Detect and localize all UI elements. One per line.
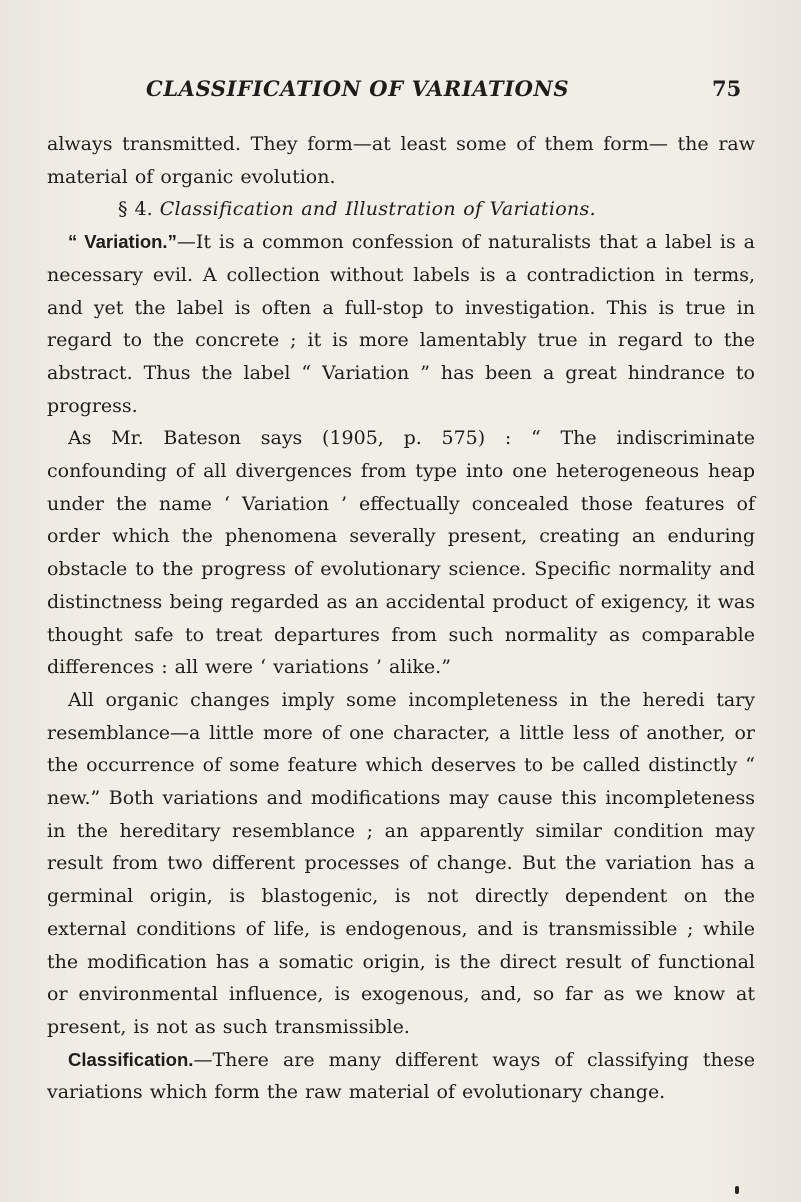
run-in-heading-variation: “ Variation.” (68, 231, 177, 253)
paragraph-classification-text: —There are many different ways of classifying these variations which form the raw material of evolutionary change. (47, 1048, 755, 1104)
running-title: CLASSIFICATION OF VARIATIONS (146, 76, 570, 101)
paragraph-variation (47, 226, 755, 422)
running-head (0, 76, 801, 106)
paragraph-classification (47, 1044, 755, 1109)
paragraph-variation-text: —It is a common confession of naturalists that a label is a necessary evil. A collection without labels is a contradiction in terms, and yet the label is often a full-stop to investigation. This is true in regard to the concrete ; it is more lamentably true in regard to the abstract. Thus the label “ Variation ” has been a great hindrance to progress. (47, 231, 755, 417)
body-text (47, 128, 755, 1109)
section-heading (47, 193, 755, 226)
run-in-heading-classification: Classification. (68, 1048, 194, 1070)
paragraph-bateson-quote: As Mr. Bateson says (1905, p. 575) : “ The indiscriminate confounding of all divergences from type into one heterogeneous heap under the name ‘ Variation ’ effectually concealed those features of order which the phenomena severally present, creating an enduring obstacle to the progress of evolutionary science. Specific normality and distinctness being regarded as an accidental product of exigency, it was thought safe to treat departures from such normality as comparable differences : all were ‘ variations ’ alike.” (47, 427, 755, 679)
section-title: Classification and Illustration of Variations. (159, 198, 596, 221)
section-number: § 4. (118, 198, 153, 221)
paragraph-organic-changes: All organic changes imply some incompleteness in the heredi tary resemblance—a little more of one character, a little less of another, or the occurrence of some feature which deserves to be called distinctly “ new.” Both variations and modifications may cause this incompleteness in the hereditary resemblance ; an apparently similar condition may result from two different processes of change. But the variation has a germinal origin, is blastogenic, is not directly dependent on the external conditions of life, is endogenous, and is transmissible ; while the modification has a somatic origin, is the direct result of functional or environmental influence, is exogenous, and, so far as we know at present, is not as such transmissible. (47, 688, 755, 1038)
ink-mark (735, 1186, 739, 1194)
paragraph-continuation: always transmitted. They form—at least some of them form— the raw material of organic evolution. (47, 133, 755, 188)
page-number: 75 (712, 76, 742, 101)
